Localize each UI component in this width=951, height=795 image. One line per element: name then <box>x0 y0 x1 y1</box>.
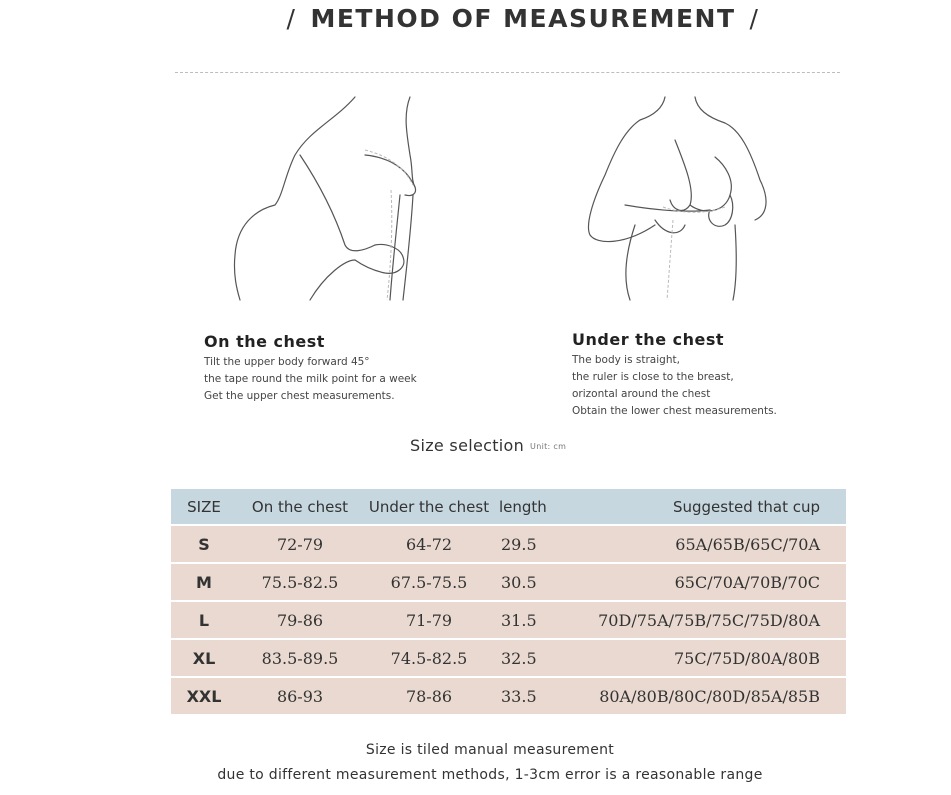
table-row <box>171 639 846 677</box>
page-title <box>0 4 951 33</box>
length-cell: 30.5 <box>495 563 564 601</box>
on-chest-illustration <box>225 95 425 305</box>
cup-cell: 80A/80B/80C/80D/85A/85B <box>564 677 846 714</box>
footer-note-2: due to different measurement methods, 1-3cm error is a reasonable range <box>217 767 763 783</box>
cup-cell: 65A/65B/65C/70A <box>564 525 846 563</box>
table-row <box>171 525 846 563</box>
under-chest-title: Under the chest <box>572 330 725 349</box>
length-cell: 32.5 <box>495 639 564 677</box>
length-cell: 33.5 <box>495 677 564 714</box>
header-size: SIZE <box>171 489 237 525</box>
cup-cell: 75C/75D/80A/80B <box>564 639 846 677</box>
length-cell: 31.5 <box>495 601 564 639</box>
header-length: length <box>495 489 564 525</box>
footer-note-1: Size is tiled manual measurement <box>365 742 615 758</box>
on-chest-cell: 75.5-82.5 <box>237 563 363 601</box>
on-chest-cell: 83.5-89.5 <box>237 639 363 677</box>
on-chest-line: the tape round the milk point for a week <box>204 373 417 385</box>
on-chest-caption <box>204 332 417 405</box>
under-chest-line: The body is straight, <box>572 354 680 366</box>
header-under-chest: Under the chest <box>363 489 495 525</box>
table-header-row <box>171 489 846 525</box>
size-cell: XL <box>171 639 237 677</box>
under-chest-cell: 67.5-75.5 <box>363 563 495 601</box>
title-slash-right: / <box>749 4 760 33</box>
title-slash-left: / <box>286 4 297 33</box>
cup-cell: 65C/70A/70B/70C <box>564 563 846 601</box>
size-selection-heading <box>410 436 566 455</box>
cup-cell: 70D/75A/75B/75C/75D/80A <box>564 601 846 639</box>
table-row <box>171 677 846 714</box>
under-chest-cell: 71-79 <box>363 601 495 639</box>
header-cup: Suggested that cup <box>564 489 846 525</box>
size-cell: XXL <box>171 677 237 714</box>
under-chest-caption <box>572 330 777 420</box>
under-chest-line: orizontal around the chest <box>572 388 711 400</box>
on-chest-line: Tilt the upper body forward 45° <box>204 356 370 368</box>
size-cell: M <box>171 563 237 601</box>
on-chest-line: Get the upper chest measurements. <box>204 390 395 402</box>
on-chest-cell: 79-86 <box>237 601 363 639</box>
size-table <box>171 489 846 714</box>
under-chest-line: the ruler is close to the breast, <box>572 371 734 383</box>
size-selection-label: Size selection <box>410 436 525 455</box>
length-cell: 29.5 <box>495 525 564 563</box>
table-row <box>171 601 846 639</box>
table-row <box>171 563 846 601</box>
on-chest-title: On the chest <box>204 332 325 351</box>
on-chest-cell: 86-93 <box>237 677 363 714</box>
under-chest-illustration <box>585 95 775 305</box>
under-chest-line: Obtain the lower chest measurements. <box>572 405 777 417</box>
size-cell: L <box>171 601 237 639</box>
size-cell: S <box>171 525 237 563</box>
dashed-divider <box>175 72 840 73</box>
unit-label: Unit: cm <box>530 442 567 451</box>
under-chest-cell: 78-86 <box>363 677 495 714</box>
under-chest-cell: 64-72 <box>363 525 495 563</box>
under-chest-cell: 74.5-82.5 <box>363 639 495 677</box>
header-on-chest: On the chest <box>237 489 363 525</box>
title-text: METHOD OF MEASUREMENT <box>310 4 736 33</box>
on-chest-cell: 72-79 <box>237 525 363 563</box>
